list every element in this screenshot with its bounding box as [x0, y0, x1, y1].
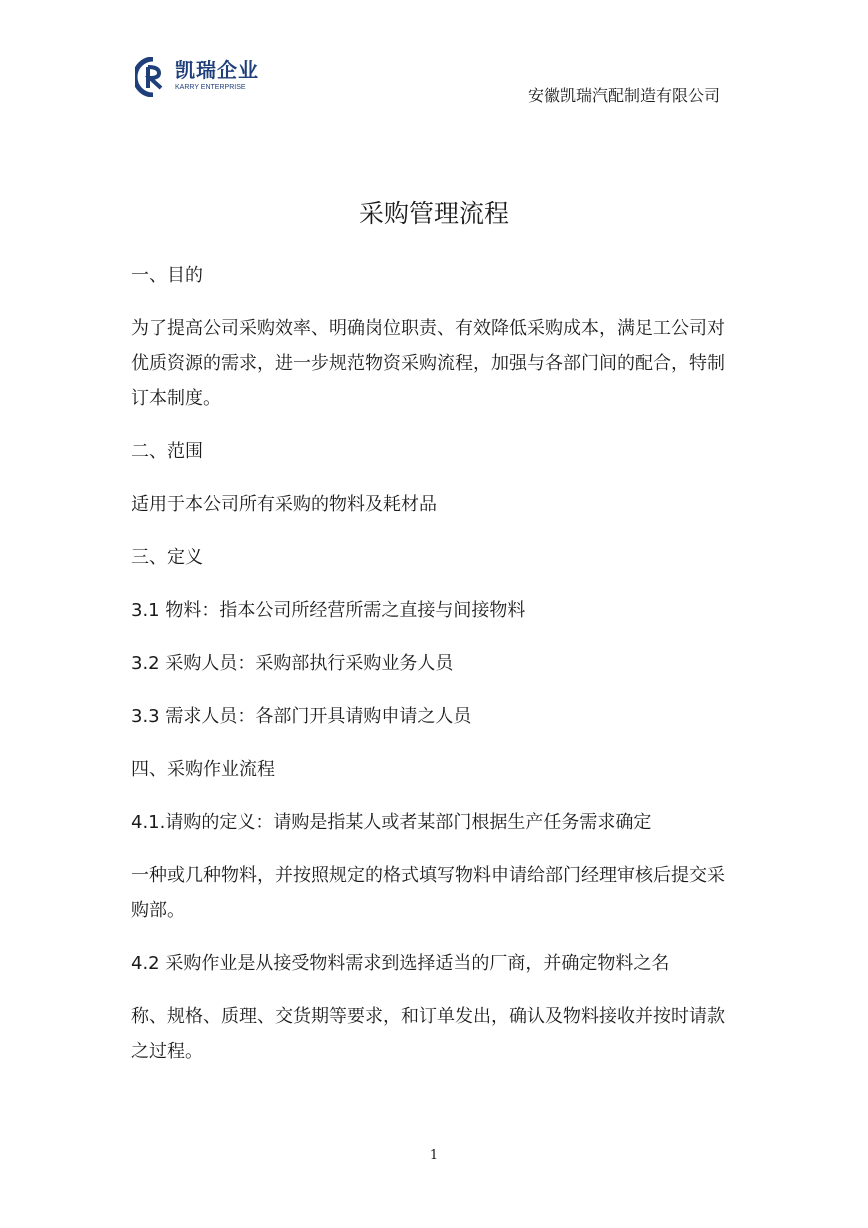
process-4-1-continued: 一种或几种物料，并按照规定的格式填写物料申请给部门经理审核后提交采购部。 — [131, 865, 725, 921]
heading-purpose: 一、目的 — [131, 265, 203, 286]
company-logo — [135, 57, 259, 97]
document-title: 采购管理流程 — [358, 199, 509, 228]
definition-3-2: 3.2 采购人员：采购部执行采购业务人员 — [131, 653, 454, 674]
purpose-text: 为了提高公司采购效率、明确岗位职责、有效降低采购成本，满足工公司对优质资源的需求，进一步规范物资采购流程，加强与各部门间的配合，特制订本制度。 — [131, 318, 725, 409]
process-4-1: 4.1.请购的定义：请购是指某人或者某部门根据生产任务需求确定 — [131, 812, 652, 833]
heading-definitions: 三、定义 — [131, 547, 203, 568]
logo-chinese-name: 凯瑞企业 — [175, 58, 259, 82]
definition-3-1: 3.1 物料：指本公司所经营所需之直接与间接物料 — [131, 600, 526, 621]
scope-text: 适用于本公司所有采购的物料及耗材品 — [131, 494, 437, 515]
definition-3-3: 3.3 需求人员：各部门开具请购申请之人员 — [131, 706, 472, 727]
document-body — [131, 258, 731, 1069]
process-4-2: 4.2 采购作业是从接受物料需求到选择适当的厂商，并确定物料之名 — [131, 953, 670, 974]
heading-scope: 二、范围 — [131, 441, 203, 462]
company-name: 安徽凯瑞汽配制造有限公司 — [527, 86, 720, 105]
karry-logo-icon — [135, 57, 171, 97]
logo-english-name: KARRY ENTERPRISE — [175, 84, 246, 91]
process-4-2-continued: 称、规格、质理、交货期等要求，和订单发出，确认及物料接收并按时请款之过程。 — [131, 1006, 725, 1062]
page-number: 1 — [429, 1148, 439, 1163]
heading-procurement-process: 四、采购作业流程 — [131, 759, 275, 780]
